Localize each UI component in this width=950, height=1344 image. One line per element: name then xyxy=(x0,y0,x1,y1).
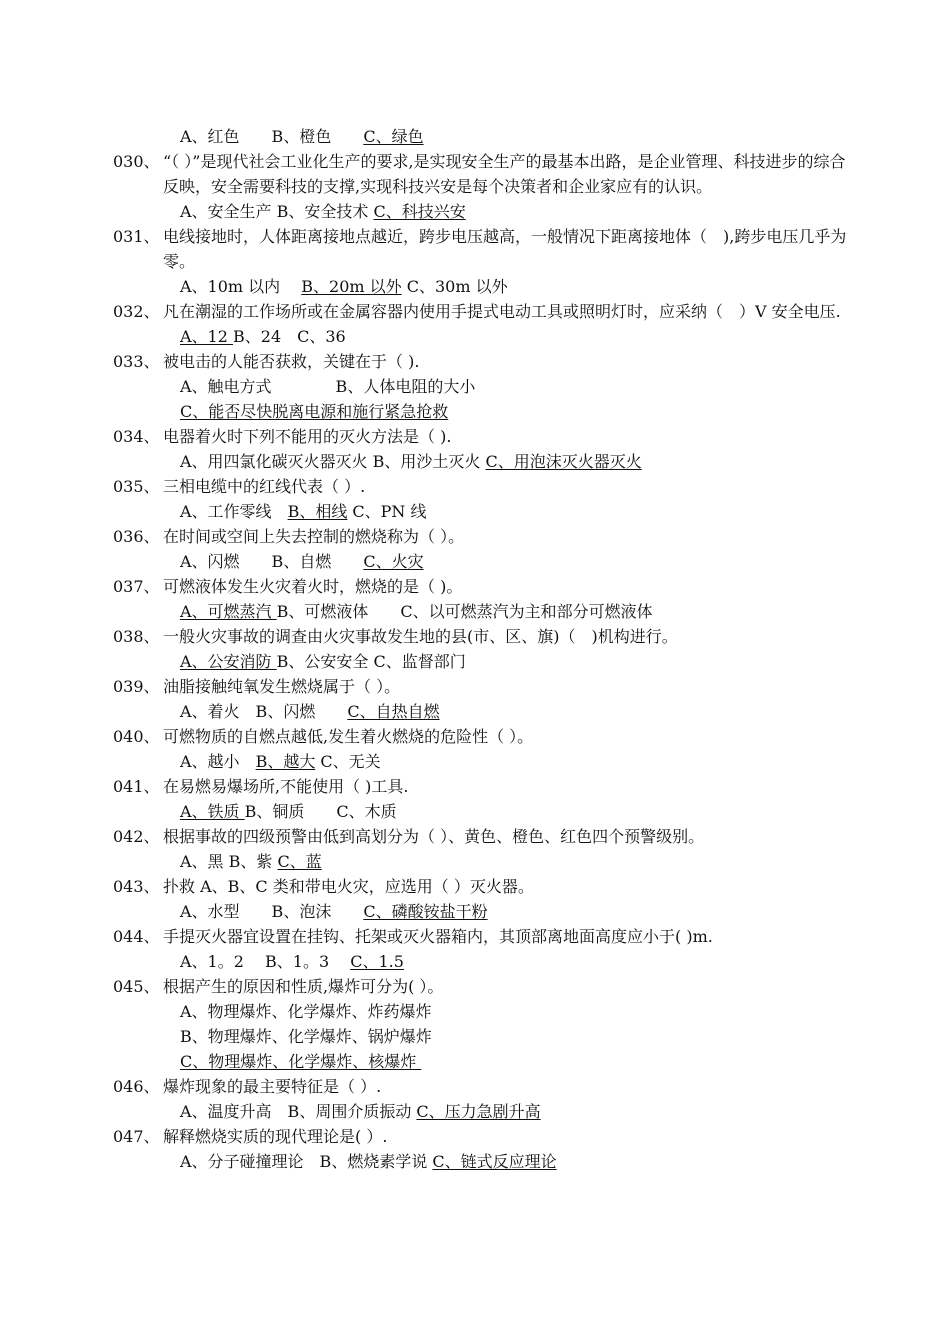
question-line xyxy=(113,474,848,499)
question-number: 034、 xyxy=(113,427,160,446)
question-line xyxy=(113,1074,848,1099)
correct-answer: C、绿色 xyxy=(363,127,424,146)
correct-answer: C、链式反应理论 xyxy=(432,1152,557,1171)
question-text: 根据产生的原因和性质,爆炸可分为( ）。 xyxy=(163,977,444,996)
question-text: 手提灭火器宜设置在挂钩、托架或灭火器箱内，其顶部离地面高度应小于( )m. xyxy=(163,927,713,946)
option-text: A、闪燃 B、自燃 xyxy=(180,552,364,571)
correct-answer: C、用泡沫灭火器灭火 xyxy=(485,452,642,471)
question-number: 033、 xyxy=(113,352,160,371)
option-text: C、无关 xyxy=(315,752,381,771)
correct-answer: B、相线 xyxy=(287,502,348,521)
question-item xyxy=(113,624,848,674)
question-number: 047、 xyxy=(113,1127,160,1146)
question-item xyxy=(113,974,848,1074)
correct-answer: C、1.5 xyxy=(350,952,404,971)
correct-answer: C、磷酸铵盐干粉 xyxy=(363,902,488,921)
question-text: 在易燃易爆场所,不能使用（ )工具. xyxy=(163,777,409,796)
question-item xyxy=(113,124,848,149)
question-text: 根据事故的四级预警由低到高划分为（ ）、黄色、橙色、红色四个预警级别。 xyxy=(163,827,705,846)
options-line xyxy=(113,999,848,1024)
question-item xyxy=(113,474,848,524)
option-text: B、铜质 C、木质 xyxy=(244,802,397,821)
question-item xyxy=(113,224,848,299)
options-line xyxy=(113,749,848,774)
question-line xyxy=(113,924,848,949)
options-line xyxy=(113,399,848,424)
options-line xyxy=(113,699,848,724)
correct-answer: C、自热自燃 xyxy=(347,702,440,721)
option-text: A、用四氯化碳灭火器灭火 B、用沙土灭火 xyxy=(180,452,486,471)
question-line xyxy=(113,774,848,799)
question-number: 035、 xyxy=(113,477,160,496)
question-line xyxy=(113,674,848,699)
question-number: 039、 xyxy=(113,677,160,696)
question-line xyxy=(113,224,848,274)
options-line xyxy=(113,1149,848,1174)
correct-answer: A、可燃蒸汽 xyxy=(180,602,277,621)
correct-answer: C、物理爆炸、化学爆炸、核爆炸 xyxy=(180,1052,422,1071)
question-number: 037、 xyxy=(113,577,160,596)
question-line xyxy=(113,1124,848,1149)
options-line xyxy=(113,274,848,299)
option-text: A、分子碰撞理论 B、燃烧素学说 xyxy=(180,1152,433,1171)
question-text: 油脂接触纯氧发生燃烧属于（ ）。 xyxy=(163,677,401,696)
correct-answer: C、科技兴安 xyxy=(373,202,466,221)
question-line xyxy=(113,724,848,749)
correct-answer: C、蓝 xyxy=(277,852,322,871)
question-number: 036、 xyxy=(113,527,160,546)
options-line xyxy=(113,1099,848,1124)
options-line xyxy=(113,324,848,349)
question-number: 045、 xyxy=(113,977,160,996)
options-line xyxy=(113,499,848,524)
question-text: 在时间或空间上失去控制的燃烧称为（ ）。 xyxy=(163,527,465,546)
option-text: A、温度升高 B、周围介质振动 xyxy=(180,1102,417,1121)
question-line xyxy=(113,424,848,449)
options-line xyxy=(113,1049,848,1074)
option-text: B、可燃液体 C、以可燃蒸汽为主和部分可燃液体 xyxy=(276,602,653,621)
question-text: 凡在潮湿的工作场所或在金属容器内使用手提式电动工具或照明灯时，应采纳（ ）V 安全电压. xyxy=(163,302,841,321)
question-item xyxy=(113,424,848,474)
question-text: 一般火灾事故的调查由火灾事故发生地的县(市、区、旗)（ )机构进行。 xyxy=(163,627,678,646)
question-line xyxy=(113,824,848,849)
question-item xyxy=(113,524,848,574)
question-line xyxy=(113,874,848,899)
options-line xyxy=(113,799,848,824)
options-line xyxy=(113,599,848,624)
question-item xyxy=(113,1074,848,1124)
question-text: 被电击的人能否获救，关键在于（ ). xyxy=(163,352,420,371)
option-text: A、越小 xyxy=(180,752,256,771)
question-line xyxy=(113,524,848,549)
question-item xyxy=(113,149,848,224)
question-item xyxy=(113,674,848,724)
question-item xyxy=(113,299,848,349)
question-number: 046、 xyxy=(113,1077,160,1096)
question-number: 042、 xyxy=(113,827,160,846)
question-line xyxy=(113,299,848,324)
option-text: A、10m 以内 xyxy=(180,277,302,296)
option-text: A、1。2 B、1。3 xyxy=(180,952,351,971)
options-line xyxy=(113,949,848,974)
question-number: 038、 xyxy=(113,627,160,646)
options-line xyxy=(113,549,848,574)
question-line xyxy=(113,574,848,599)
question-number: 043、 xyxy=(113,877,160,896)
option-text: C、PN 线 xyxy=(347,502,427,521)
option-text: B、24 C、36 xyxy=(233,327,346,346)
option-text: A、物理爆炸、化学爆炸、炸药爆炸 xyxy=(180,1002,432,1021)
question-text: 扑救 A、B、C 类和带电火灾，应选用（ ）灭火器。 xyxy=(163,877,534,896)
question-list xyxy=(113,124,848,1174)
question-text: “（ ）”是现代社会工业化生产的要求,是实现安全生产的最基本出路，是企业管理、科技进步的综合反映，安全需要科技的支撑,实现科技兴安是每个决策者和企业家应有的认识。 xyxy=(163,152,846,196)
question-text: 解释燃烧实质的现代理论是( ）. xyxy=(163,1127,388,1146)
question-line xyxy=(113,149,848,199)
options-line xyxy=(113,1024,848,1049)
correct-answer: C、压力急剧升高 xyxy=(416,1102,541,1121)
question-item xyxy=(113,874,848,924)
correct-answer: B、越大 xyxy=(255,752,316,771)
question-item xyxy=(113,824,848,874)
options-line xyxy=(113,449,848,474)
option-text: A、红色 B、橙色 xyxy=(180,127,364,146)
question-text: 三相电缆中的红线代表（ ）. xyxy=(163,477,366,496)
question-line xyxy=(113,974,848,999)
question-number: 030、 xyxy=(113,152,160,171)
question-text: 爆炸现象的最主要特征是（ ）. xyxy=(163,1077,382,1096)
option-text: C、30m 以外 xyxy=(401,277,508,296)
options-line xyxy=(113,374,848,399)
correct-answer: A、12 xyxy=(180,327,234,346)
question-item xyxy=(113,349,848,424)
question-text: 可燃物质的自燃点越低,发生着火燃烧的危险性（ ）。 xyxy=(163,727,534,746)
options-line xyxy=(113,199,848,224)
option-text: A、安全生产 B、安全技术 xyxy=(180,202,374,221)
question-item xyxy=(113,574,848,624)
correct-answer: A、公安消防 xyxy=(180,652,277,671)
option-text: B、物理爆炸、化学爆炸、锅炉爆炸 xyxy=(180,1027,432,1046)
question-number: 041、 xyxy=(113,777,160,796)
option-text: A、着火 B、闪燃 xyxy=(180,702,348,721)
options-line xyxy=(113,649,848,674)
correct-answer: C、能否尽快脱离电源和施行紧急抢救 xyxy=(180,402,449,421)
options-line xyxy=(113,899,848,924)
options-line xyxy=(113,849,848,874)
question-item xyxy=(113,724,848,774)
option-text: A、触电方式 B、人体电阻的大小 xyxy=(180,377,476,396)
question-number: 032、 xyxy=(113,302,160,321)
correct-answer: B、20m 以外 xyxy=(301,277,402,296)
question-number: 031、 xyxy=(113,227,160,246)
question-number: 040、 xyxy=(113,727,160,746)
correct-answer: C、火灾 xyxy=(363,552,424,571)
question-text: 电器着火时下列不能用的灭火方法是（ ). xyxy=(163,427,452,446)
question-number: 044、 xyxy=(113,927,160,946)
option-text: A、工作零线 xyxy=(180,502,288,521)
option-text: B、公安安全 C、监督部门 xyxy=(276,652,466,671)
option-text: A、水型 B、泡沫 xyxy=(180,902,364,921)
question-text: 电线接地时，人体距离接地点越近，跨步电压越高，一般情况下距离接地体（ ),跨步电压几乎为零。 xyxy=(163,227,847,271)
question-line xyxy=(113,624,848,649)
correct-answer: A、铁质 xyxy=(180,802,245,821)
options-line xyxy=(113,124,848,149)
question-item xyxy=(113,924,848,974)
question-text: 可燃液体发生火灾着火时，燃烧的是（ )。 xyxy=(163,577,463,596)
question-item xyxy=(113,774,848,824)
question-line xyxy=(113,349,848,374)
question-item xyxy=(113,1124,848,1174)
option-text: A、黑 B、紫 xyxy=(180,852,278,871)
